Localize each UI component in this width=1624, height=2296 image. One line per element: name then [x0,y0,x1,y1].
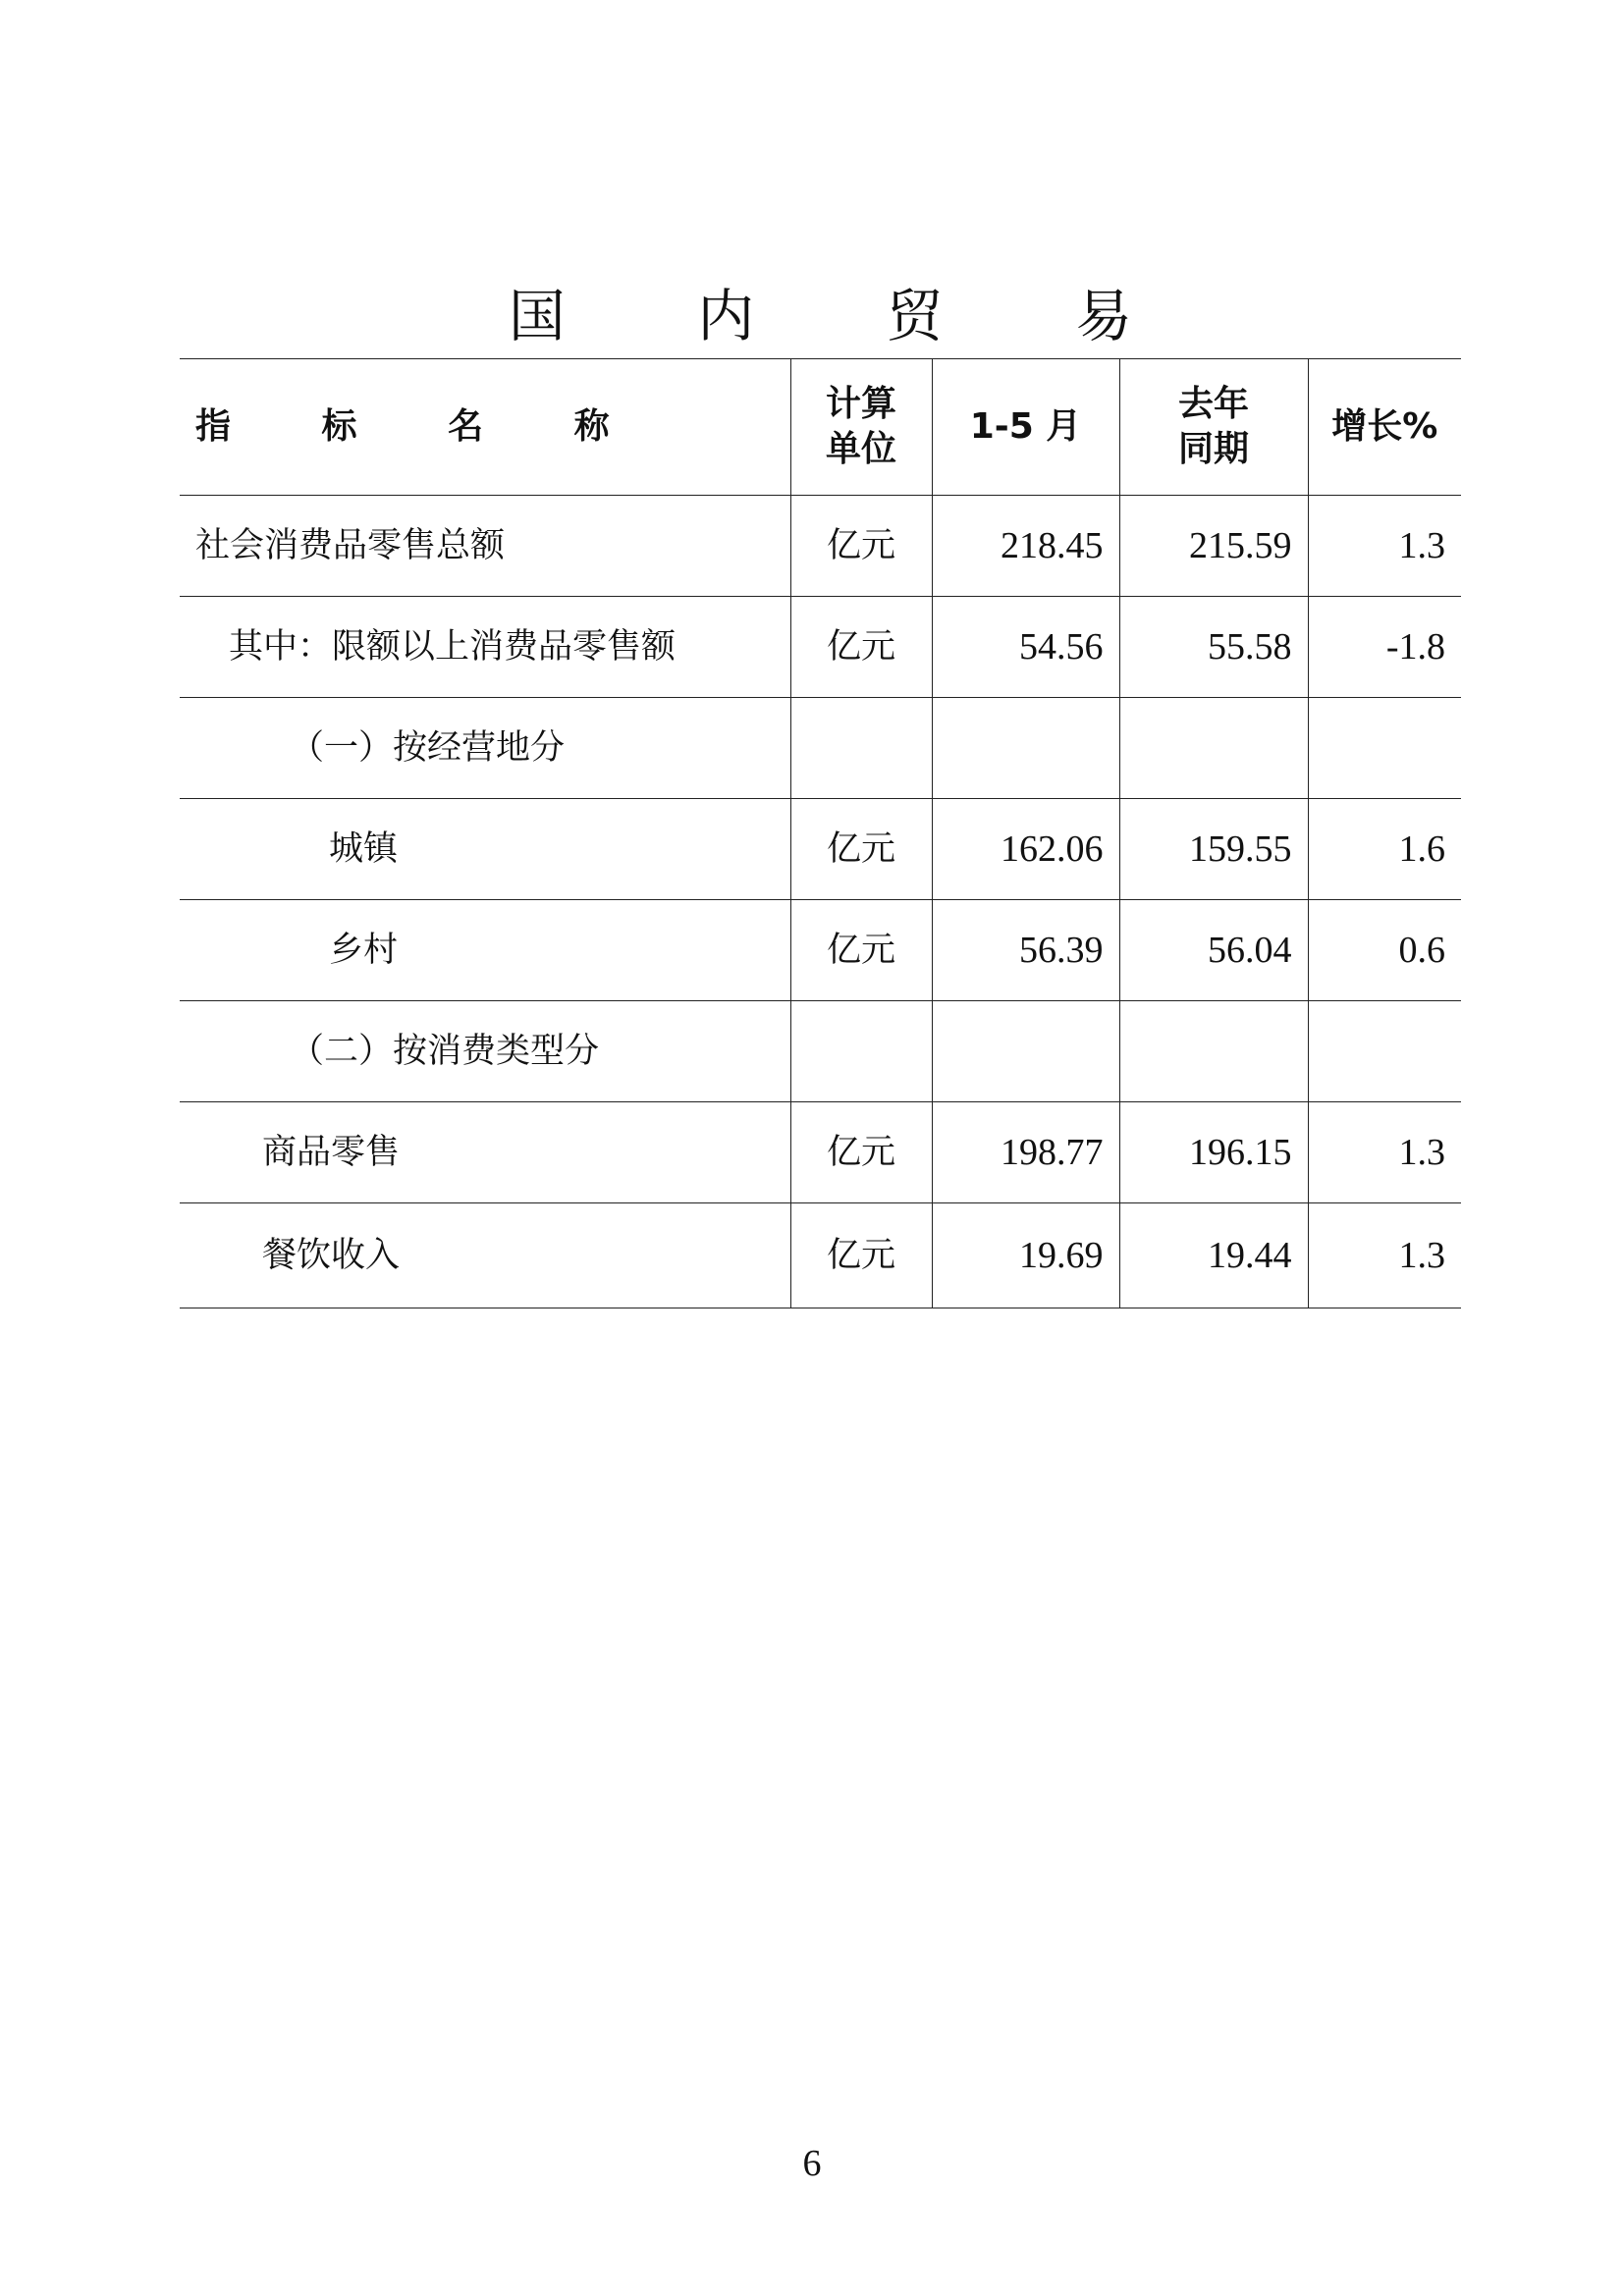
row-growth [1308,1001,1461,1102]
row-previous [1119,698,1308,799]
row-name: 其中：限额以上消费品零售额 [180,597,790,698]
row-name: （二）按消费类型分 [180,1001,790,1102]
table-row [180,799,1461,900]
row-growth: 1.3 [1308,1203,1461,1308]
row-growth: 0.6 [1308,900,1461,1001]
row-unit [790,1001,932,1102]
row-name: 城镇 [180,799,790,900]
header-prev-line1: 去年 [1177,384,1249,424]
page-title: 国 内 贸 易 [508,283,1190,349]
row-growth [1308,698,1461,799]
row-previous: 55.58 [1119,597,1308,698]
row-growth: 1.3 [1308,496,1461,597]
row-name: 餐饮收入 [180,1203,790,1308]
row-unit: 亿元 [790,900,932,1001]
table-row [180,1001,1461,1102]
row-current: 56.39 [932,900,1119,1001]
table-row [180,698,1461,799]
header-prev-line2: 同期 [1177,429,1249,469]
table-row [180,900,1461,1001]
header-indicator-name: 指 标 名 称 [180,359,790,496]
row-name: （一）按经营地分 [180,698,790,799]
row-unit: 亿元 [790,597,932,698]
header-current-period: 1-5 月 [932,359,1119,496]
table-row [180,1102,1461,1203]
row-unit [790,698,932,799]
row-previous [1119,1001,1308,1102]
row-current: 162.06 [932,799,1119,900]
row-unit: 亿元 [790,1203,932,1308]
domestic-trade-table [180,358,1461,1308]
row-previous: 19.44 [1119,1203,1308,1308]
header-unit-line1: 计算 [825,384,896,424]
row-current [932,1001,1119,1102]
row-previous: 159.55 [1119,799,1308,900]
row-name: 商品零售 [180,1102,790,1203]
table-header-row [180,359,1461,496]
row-unit: 亿元 [790,496,932,597]
row-current: 54.56 [932,597,1119,698]
table-row [180,496,1461,597]
row-previous: 215.59 [1119,496,1308,597]
row-current: 19.69 [932,1203,1119,1308]
table-row [180,1203,1461,1308]
table-row [180,597,1461,698]
row-previous: 196.15 [1119,1102,1308,1203]
row-current: 218.45 [932,496,1119,597]
row-current [932,698,1119,799]
row-previous: 56.04 [1119,900,1308,1001]
header-unit-line2: 单位 [825,429,896,469]
row-growth: 1.6 [1308,799,1461,900]
header-growth: 增长% [1308,359,1461,496]
row-growth: -1.8 [1308,597,1461,698]
header-unit [790,359,932,496]
row-unit: 亿元 [790,799,932,900]
row-current: 198.77 [932,1102,1119,1203]
row-name: 社会消费品零售总额 [180,496,790,597]
row-name: 乡村 [180,900,790,1001]
header-previous-period [1119,359,1308,496]
page-number: 6 [802,2143,822,2184]
row-unit: 亿元 [790,1102,932,1203]
row-growth: 1.3 [1308,1102,1461,1203]
